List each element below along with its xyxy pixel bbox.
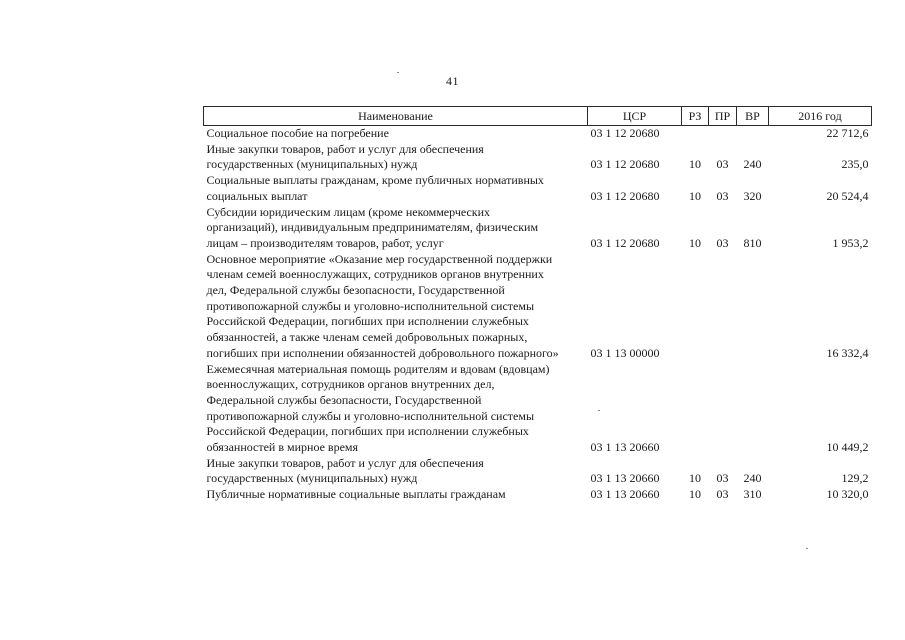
row-amount: 129,2	[841, 471, 869, 486]
header-rz: РЗ	[682, 107, 709, 126]
row-csr: 03 1 13 20660	[590, 440, 660, 455]
header-row	[204, 107, 872, 126]
row-pr: 03	[716, 235, 729, 250]
row-vr: 310	[743, 487, 762, 502]
row-csr: 03 1 12 20680	[590, 126, 660, 140]
row-csr: 03 1 13 20660	[590, 471, 660, 486]
row-name: Публичные нормативные социальные выплаты гражданам	[206, 487, 506, 502]
row-name: Субсидии юридическим лицам (кроме некоммерческих организаций), индивидуальным предпринимателям, физическим лицам – производителям товаров, работ, услуг	[206, 204, 539, 250]
row-rz: 10	[689, 157, 701, 172]
page-number: 41	[446, 74, 459, 88]
table-row	[204, 456, 872, 487]
scan-speck	[806, 548, 808, 549]
row-rz: 10	[689, 487, 701, 502]
row-vr	[737, 362, 769, 456]
row-amount: 1 953,2	[832, 235, 869, 250]
budget-table	[203, 106, 872, 503]
row-rz: 10	[689, 235, 701, 250]
table-row	[204, 142, 872, 173]
row-pr: 03	[716, 471, 729, 486]
table-row	[204, 173, 872, 204]
row-amount: 10 320,0	[826, 487, 869, 502]
row-name: Основное мероприятие «Оказание мер государственной поддержки членам семей военнослужащих, сотрудников органов внутренних дел, Федеральной службы безопасности, Государственной противопожарной службы и уголовно-исполнительной системы Российской Федерации, погибших при исполнении служебных обязанностей, а также членам семей добровольных пожарных, погибших при исполнении обязанностей добровольного пожарного»	[206, 251, 559, 360]
header-name: Наименование	[204, 107, 588, 126]
table-row	[204, 126, 872, 142]
header-year: 2016 год	[769, 107, 872, 126]
row-vr: 240	[743, 471, 762, 486]
row-rz: 10	[689, 471, 701, 486]
table-body	[204, 126, 872, 503]
row-vr: 240	[743, 157, 762, 172]
row-csr: 03 1 13 20660	[590, 487, 660, 502]
row-csr: 03 1 12 20680	[590, 188, 660, 203]
row-pr	[709, 126, 737, 142]
row-name: Иные закупки товаров, работ и услуг для обеспечения государственных (муниципальных) нужд	[206, 141, 484, 172]
row-csr: 03 1 13 00000	[590, 345, 660, 360]
row-name: Иные закупки товаров, работ и услуг для обеспечения государственных (муниципальных) нужд	[206, 455, 484, 486]
row-vr: 810	[743, 235, 762, 250]
table-row	[204, 362, 872, 456]
row-amount: 20 524,4	[826, 188, 869, 203]
header-pr: ПР	[709, 107, 737, 126]
row-vr	[737, 126, 769, 142]
header-vr: ВР	[737, 107, 769, 126]
row-rz: 10	[689, 188, 701, 203]
row-rz	[682, 126, 709, 142]
row-amount: 22 712,6	[826, 126, 869, 140]
row-pr	[709, 252, 737, 362]
table-row	[204, 205, 872, 252]
table-row	[204, 487, 872, 503]
row-amount: 235,0	[841, 157, 869, 172]
row-rz	[682, 252, 709, 362]
row-name: Ежемесячная материальная помощь родителям и вдовам (вдовцам) военнослужащих, сотрудников органов внутренних дел, Федеральной службы безопасности, Государственной противопожарной службы и уголовно-исполнительной системы Российской Федерации, погибших при исполнении служебных обязанностей в мирное время	[206, 361, 550, 455]
row-pr: 03	[716, 157, 729, 172]
row-vr	[737, 252, 769, 362]
row-csr: 03 1 12 20680	[590, 157, 660, 172]
scan-speck	[397, 72, 399, 73]
row-name: Социальные выплаты гражданам, кроме публичных нормативных социальных выплат	[206, 173, 544, 203]
row-pr	[709, 362, 737, 456]
table-row	[204, 252, 872, 362]
row-amount: 16 332,4	[826, 345, 869, 360]
row-rz	[682, 362, 709, 456]
row-amount: 10 449,2	[826, 440, 869, 455]
row-csr: 03 1 12 20680	[590, 235, 660, 250]
row-vr: 320	[743, 188, 762, 203]
row-pr: 03	[716, 487, 729, 502]
table-header	[204, 107, 872, 126]
row-pr: 03	[716, 188, 729, 203]
row-name: Социальное пособие на погребение	[206, 126, 389, 140]
header-csr: ЦСР	[588, 107, 682, 126]
